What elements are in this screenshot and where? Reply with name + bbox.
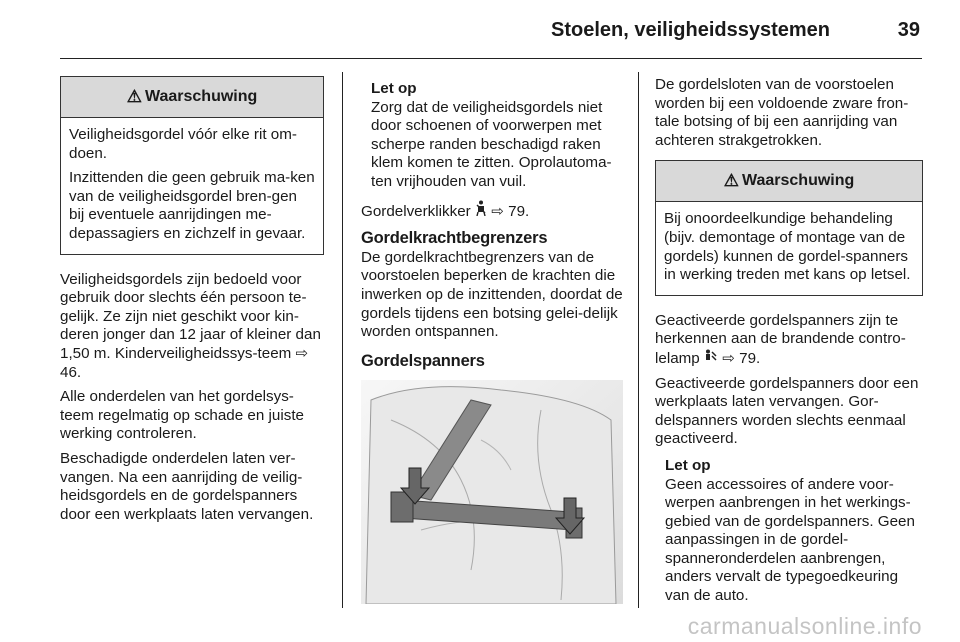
warning-header <box>656 161 922 202</box>
warning-box <box>655 160 923 295</box>
body-paragraph: Geactiveerde gordelspanners door een werkplaats laten vervangen. Gor-delspanners worden slechts eenmaal geactiveerd. <box>655 374 919 448</box>
section-heading: Gordelspanners <box>361 351 485 370</box>
seatbelt-pretensioner-lamp-icon <box>704 349 718 369</box>
note-block <box>361 80 623 192</box>
column-3 <box>655 76 923 612</box>
seatbelt-reminder-icon <box>475 200 487 222</box>
page-number: 39 <box>897 19 920 41</box>
warning-body <box>61 118 323 254</box>
note-text: Geen accessoires of andere voor-werpen aanbrengen in het werkings-gebied van de gordelspanners. Geen aanpassingen in de gordel-spanneronderdelen aanbrengen, anders vervalt de typegoedkeuring van de auto. <box>665 475 915 605</box>
warning-paragraph: Veiligheidsgordel vóór elke rit om-doen. <box>69 126 297 162</box>
warning-header <box>61 77 323 118</box>
page-header <box>60 0 922 59</box>
note-label: Let op <box>665 456 711 474</box>
warning-title: Waarschuwing <box>741 172 855 190</box>
warning-triangle-icon: ⚠ <box>126 86 142 106</box>
column-1 <box>60 76 324 530</box>
note-block <box>655 457 923 606</box>
warning-body <box>656 202 922 294</box>
body-paragraph: Alle onderdelen van het gordelsys-teem regelmatig op schade en juiste werking controleren. <box>60 388 304 443</box>
note-text: Zorg dat de veiligheidsgordels niet door schoenen of voorwerpen met scherpe randen beschadigd raken klem komen te zitten. Oprolautoma-ten vrijhouden van vuil. <box>371 98 612 190</box>
seatbelt-illustration <box>361 380 623 604</box>
seatbelt-reminder-line <box>361 200 623 222</box>
warning-triangle-icon: ⚠ <box>723 171 739 191</box>
warning-title: Waarschuwing <box>144 87 258 105</box>
section-text: De gordelkrachtbegrenzers van de voorstoelen beperken de krachten die inwerken op de inzittenden, doordat de gordels tijdens een botsing gelei-delijk worden ontspannen. <box>361 248 623 341</box>
note-label: Let op <box>371 80 417 97</box>
reminder-text: Gordelverklikker <box>361 202 471 220</box>
body-paragraph: Veiligheidsgordels zijn bedoeld voor gebruik door slechts één persoon te-gelijk. Ze zijn niet geschikt voor kin-deren jonger dan 12 jaar of kleiner dan 1,50 m. Kinderveiligheidssys-teem ⇨ 46. <box>60 270 321 381</box>
lamp-text: Geactiveerde gordelspanners zijn te herkennen aan de brandende contro-lelamp <box>655 311 906 367</box>
warning-paragraph: Inzittenden die geen gebruik ma-ken van de veiligheidsgordel bren-gen bij eventuele aanrijdingen me-depassagiers en zichzelf in gevaar. <box>69 169 315 242</box>
body-paragraph: Beschadigde onderdelen laten ver-vangen. Na een aanrijding de veilig-heidsgordels en de gordelspanners door een werkplaats laten vervangen. <box>60 449 314 523</box>
body-paragraph <box>655 312 923 369</box>
column-divider <box>638 72 639 608</box>
column-divider <box>342 72 343 608</box>
watermark: carmanualsonline.info <box>687 613 922 639</box>
reminder-ref: ⇨ 79. <box>491 202 530 220</box>
warning-paragraph: Bij onoordeelkundige behandeling (bijv. demontage of montage van de gordels) kunnen de gordel-spanners in werking treden met kans op letsel. <box>664 210 911 284</box>
warning-box <box>60 76 324 255</box>
lamp-ref: ⇨ 79. <box>722 349 761 367</box>
body-paragraph: De gordelsloten van de voorstoelen worden bij een voldoende zware fron-tale botsing of bij een aanrijding van achteren strakgetrokken. <box>655 76 909 149</box>
section-heading: Gordelkrachtbegrenzers <box>361 229 548 248</box>
page-title: Stoelen, veiligheidssystemen <box>551 19 830 41</box>
column-2 <box>361 80 623 604</box>
